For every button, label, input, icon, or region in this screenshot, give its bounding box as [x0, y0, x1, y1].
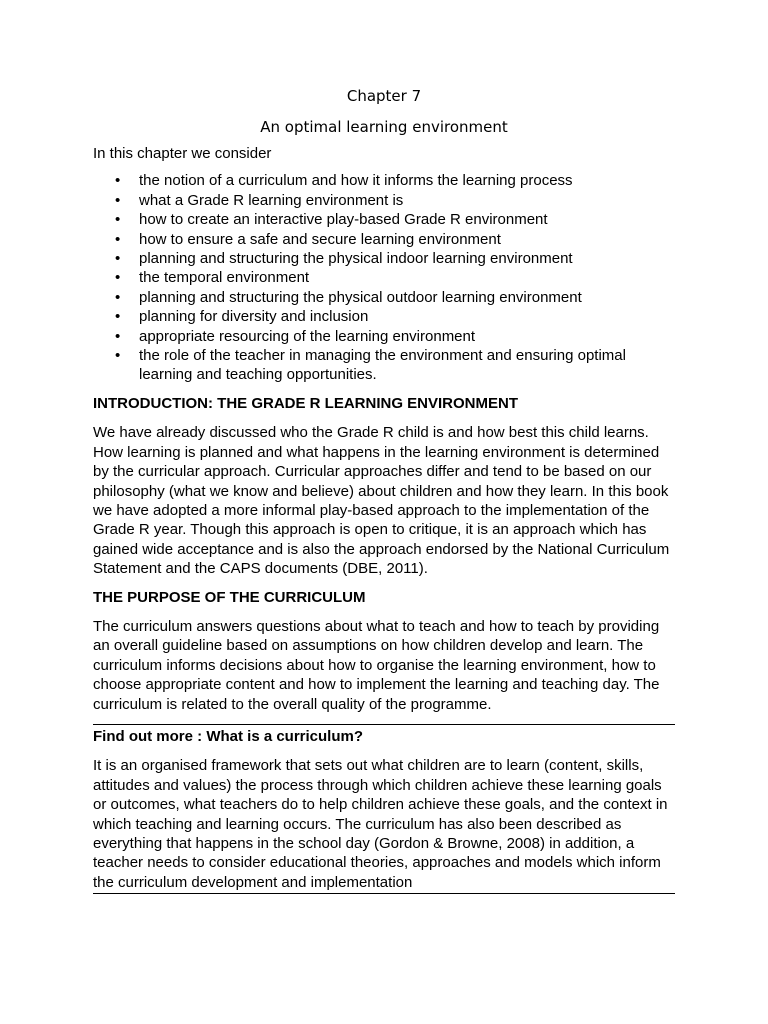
bullet-icon: • [115, 347, 121, 365]
chapter-title: An optimal learning environment [260, 118, 508, 136]
bullet-icon: • [115, 327, 121, 345]
bullet-icon: • [115, 308, 121, 326]
list-item [93, 327, 675, 346]
introduction-heading: INTRODUCTION: THE GRADE R LEARNING ENVIRONMENT [93, 394, 518, 412]
chapter-intro-line: In this chapter we consider [93, 145, 272, 162]
document-page [93, 86, 675, 894]
find-out-more-box [93, 724, 675, 894]
purpose-paragraph: The curriculum answers questions about what to teach and how to teach by providing an overall guideline based on assumptions on how children develop and learn. The curriculum informs decisions about how to organise the learning environment, how to choose appropriate content and how to implement the learning and teaching day. The curriculum is related to the overall quality of the programme. [93, 617, 660, 713]
bullet-icon: • [115, 191, 121, 209]
list-item [93, 171, 675, 190]
list-item [93, 191, 675, 210]
chapter-number: Chapter 7 [346, 87, 422, 105]
list-item [93, 307, 675, 326]
introduction-paragraph: We have already discussed who the Grade R child is and how best this child learns. How learning is planned and what happens in the learning environment is determined by the curricular approach. Curricular approaches differ and tend to be based on our philosophy (what we know and believe) about children and how they learn. In this book we have adopted a more informal play-based approach to the implementation of the Grade R year. Though this approach is open to critique, it is an approach which has gained wide acceptance and is also the approach endorsed by the National Curriculum Statement and the CAPS documents (DBE, 2011). [93, 424, 670, 578]
list-item [93, 288, 675, 307]
bullet-icon: • [115, 230, 121, 248]
bullet-icon: • [115, 288, 121, 306]
find-out-more-paragraph: It is an organised framework that sets out what children are to learn (content, skills, attitudes and values) the process through which children achieve these learning goals or outcomes, what teachers do to help children achieve these goals, and the context in which teaching and learning occurs. The curriculum has also been described as everything that happens in the school day (Gordon & Browne, 2008) in addition, a teacher needs to consider educational theories, approaches and models which inform the curriculum development and implementation [93, 757, 668, 891]
list-item [93, 210, 675, 229]
find-out-more-heading: Find out more : What is a curriculum? [93, 727, 364, 745]
list-item [93, 230, 675, 249]
list-item-text: planning and structuring the physical outdoor learning environment [139, 288, 582, 306]
bullet-icon: • [115, 269, 121, 287]
purpose-heading: THE PURPOSE OF THE CURRICULUM [93, 588, 366, 606]
list-item-text: how to create an interactive play-based Grade R environment [139, 211, 548, 229]
list-item-text: the notion of a curriculum and how it informs the learning process [139, 172, 573, 190]
list-item-text: appropriate resourcing of the learning environment [139, 327, 476, 345]
bullet-icon: • [115, 172, 121, 190]
list-item [93, 249, 675, 268]
chapter-topics-list [93, 171, 675, 384]
list-item [93, 268, 675, 287]
list-item-text: the role of the teacher in managing the environment and ensuring optimal learning and teaching opportunities. [139, 347, 626, 384]
list-item-text: planning and structuring the physical indoor learning environment [139, 250, 573, 268]
list-item-text: what a Grade R learning environment is [139, 191, 404, 209]
list-item-text: the temporal environment [139, 269, 310, 287]
list-item-text: how to ensure a safe and secure learning environment [139, 230, 501, 248]
bullet-icon: • [115, 211, 121, 229]
list-item-text: planning for diversity and inclusion [139, 308, 369, 326]
bullet-icon: • [115, 250, 121, 268]
list-item [93, 346, 675, 385]
